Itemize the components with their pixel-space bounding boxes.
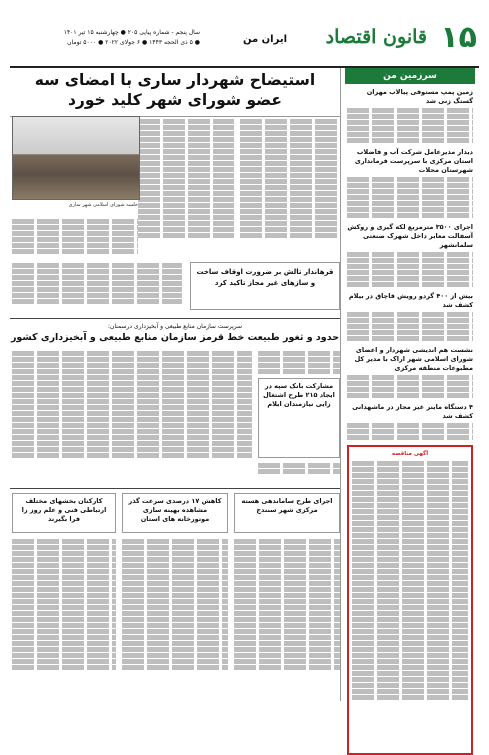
bottom-story-title: اجرای طرح ساماندهی هسته مرکزی شهر سنندج [241,497,333,514]
sidebar-story-title: نشست هم اندیشی شهردار و اعضای شورای اسلامی شهر اراک با مدیر کل مطبوعات منطقه مرکزی [354,346,473,372]
bottom-text-column [234,538,340,701]
dateline-line-1: سال پنجم - شماره پیاپی ۲۰۵ ● چهارشنبه ۱۵ تیر ۱۴۰۱ [63,29,200,36]
sidebar-story [347,148,473,218]
story-text-column [12,262,182,312]
boxed-story [258,378,340,458]
story-text-column [258,350,340,376]
lead-text-column [138,118,234,258]
lead-text-column [240,118,340,258]
story-text-column [12,350,252,480]
dateline [10,28,200,48]
sidebar-story-title: اجرای ۳۵۰۰ مترمربع لکه گیری و روکش آسفالت معابر داخل شهرک صنعتی سلمانشهر [347,223,473,249]
bottom-story-header [234,493,340,533]
boxed-story [190,262,340,310]
tender-notice-body [352,461,468,700]
masthead [10,20,479,68]
sidebar-column [340,68,479,701]
sidebar-story-body [347,177,473,218]
bottom-text-column [122,538,228,701]
bottom-story-header [12,493,116,533]
bottom-story-title: کارکنان بخشهای مختلف ارتباطی فنی و علم روز را فرا بگیرند [21,497,107,523]
sidebar-story [347,292,473,341]
sidebar-story [347,88,473,143]
photo-caption: جلسه شورای اسلامی شهر ساری [68,202,138,208]
newspaper-logo: قانون اقتصاد [325,26,427,48]
second-headline: حدود و ثغور طبیعت خط قرمز سازمان منابع طبیعی و آبخیزداری کشور [10,332,340,343]
sidebar-story-body [347,108,473,143]
lead-photo [12,116,140,200]
boxed-story-title: مشارکت بانک سپه در ایجاد ۲۱۵ طرح اشتغال زایی نیازمندان ایلام [263,382,335,408]
sidebar-story-body [347,375,473,398]
sidebar-story-body [347,252,473,287]
page-number: ۱۵ [440,20,477,55]
lead-headline: استیضاح شهردار ساری با امضای سه عضو شورای شهر کلید خورد [10,68,340,117]
sidebar-story-title: دیدار مدیرعامل شرکت آب و فاضلاب استان مرکزی با سرپرست فرمانداری شهرستان محلات [354,148,473,174]
lead-story [10,68,340,117]
divider [10,318,340,319]
sidebar-story-title: زمین پمپ مستوفی پیالاب مهران گستگ زنی شد [366,88,473,105]
sidebar-story-body [347,312,473,341]
dateline-line-2: ● ۵ ذی الحجه ۱۴۴۳ ● ۶ جولای ۲۰۲۲ ● ۵۰۰۰ تومان [67,39,200,46]
tender-notice [347,445,473,755]
sidebar-story-body [347,423,473,440]
bottom-text-column [12,538,116,701]
sidebar-story [347,346,473,398]
sidebar-story [347,403,473,440]
second-kicker: سرپرست سازمان منابع طبیعی و آبخیزداری درسمنان: [107,323,243,330]
lead-text-column [12,218,138,260]
sidebar-header: سرزمین من [345,68,475,84]
bottom-story-title: کاهش ۱۷ درصدی سرعت گذر مشاهده بهینه سازی موتورخانه های استان [128,497,222,523]
divider [10,488,340,489]
boxed-story-title: قرهاندار تالش بر ضرورت اوقاف ساخت و سازهای غیر مجاز تاکید کرد [196,268,334,287]
tender-notice-title: آگهی مناقصه [391,451,429,457]
section-name: ایران من [242,34,288,45]
story-text-column [258,462,340,480]
sidebar-story-title: ۴ دستگاه ماینر غیر مجاز در ماشهدانی کشف شد [352,403,473,420]
sidebar-story-title: بیش از ۴۰۰ گردو رویش قاچاق در بیلام کشف شد [348,292,473,309]
sidebar-story [347,223,473,287]
bottom-story-header [122,493,228,533]
